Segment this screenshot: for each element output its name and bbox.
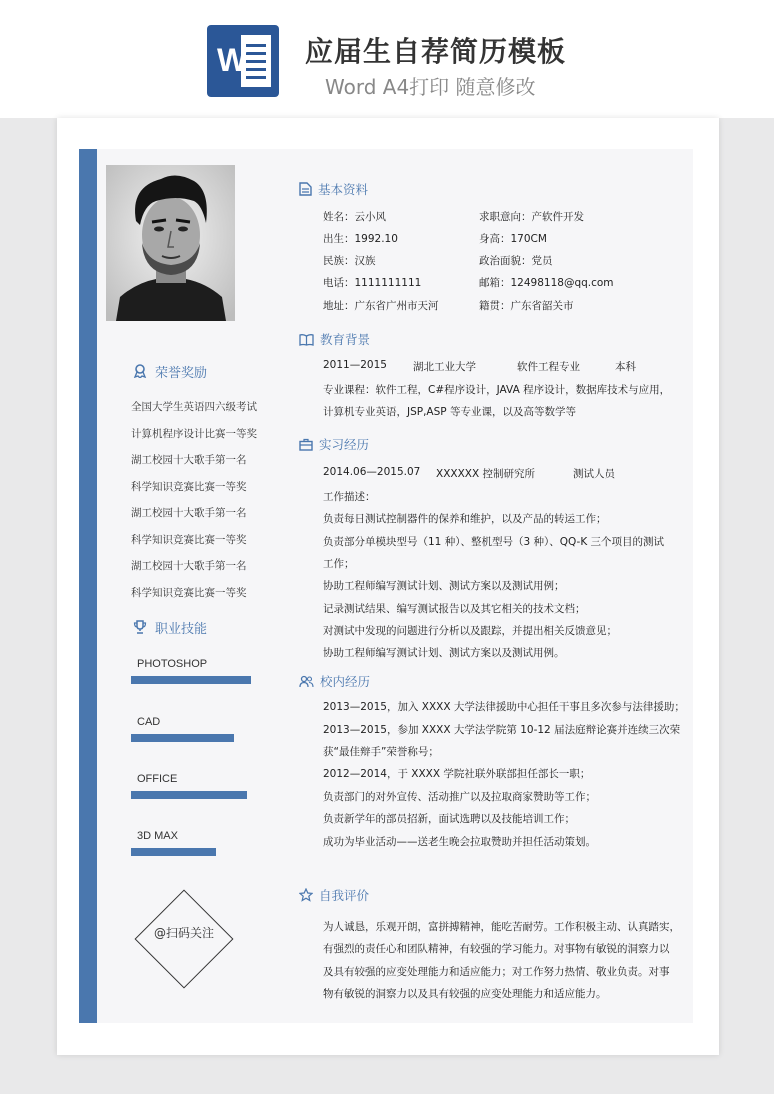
edu-school: 湖北工业大学: [413, 361, 476, 373]
document-icon: [299, 182, 312, 196]
award-item: 湖工校园十大歌手第一名: [131, 454, 247, 466]
resume-sheet: [79, 149, 693, 1023]
skill-name: 3D MAX: [137, 830, 178, 842]
edu-major: 软件工程专业: [517, 361, 580, 373]
campus-line: 负责部门的对外宣传、活动推广以及拉取商家赞助等工作；: [323, 791, 596, 803]
resume-page: [57, 118, 719, 1055]
award-item: 科学知识竞赛比赛一等奖: [131, 534, 247, 546]
people-icon: [299, 675, 314, 688]
edu-period: 2011—2015: [323, 359, 387, 371]
skill-name: PHOTOSHOP: [137, 658, 208, 670]
profile-photo: [106, 165, 235, 321]
award-item: 湖工校园十大歌手第一名: [131, 507, 247, 519]
skill-bar: [131, 791, 251, 799]
skill-name: CAD: [137, 716, 161, 728]
qr-label: @扫码关注: [153, 926, 214, 940]
education-heading: 教育背景: [299, 329, 370, 349]
campus-line: 负责新学年的部员招新，面试选聘以及技能培训工作；: [323, 813, 575, 825]
campus-line: 2012—2014，于 XXXX 学院社联外联部担任部长一职；: [323, 768, 591, 780]
template-banner: [0, 0, 774, 118]
awards-heading: 荣誉奖励: [133, 361, 207, 381]
intern-line: 工作描述：: [323, 491, 376, 503]
intern-role: 测试人员: [573, 468, 615, 480]
word-logo-icon: W: [207, 25, 279, 97]
award-item: 计算机程序设计比赛一等奖: [131, 428, 257, 440]
basic-address: 地址：广东省广州市天河: [323, 300, 439, 312]
intern-line: 记录测试结果、编写测试报告以及其它相关的技术文档；: [323, 603, 586, 615]
star-icon: [299, 888, 313, 902]
edu-line: 专业课程：软件工程，C#程序设计，JAVA 程序设计，数据库技术与应用，: [323, 384, 671, 396]
skills-heading: 职业技能: [133, 617, 207, 637]
intern-line: 协助工程师编写测试计划、测试方案以及测试用例。: [323, 647, 565, 659]
briefcase-icon: [299, 438, 313, 451]
campus-line: 2013—2015，加入 XXXX 大学法律援助中心担任干事且多次参与法律援助；: [323, 701, 685, 713]
award-item: 科学知识竞赛比赛一等奖: [131, 481, 247, 493]
basic-birth: 出生：1992.10: [323, 233, 398, 245]
skill-bar: [131, 848, 251, 856]
side-stripe: [79, 149, 97, 1023]
self-line: 及具有较强的应变处理能力和适应能力；对工作努力热情、敬业负责。对事: [323, 966, 670, 978]
basic-political: 政治面貌：党员: [479, 255, 553, 267]
campus-line: 获“最佳辩手”荣誉称号；: [323, 746, 439, 758]
award-item: 湖工校园十大歌手第一名: [131, 560, 247, 572]
intern-line: 工作；: [323, 558, 355, 570]
trophy-icon: [133, 620, 147, 634]
intern-line: 对测试中发现的问题进行分析以及跟踪，并提出相关反馈意见；: [323, 625, 617, 637]
intern-company: XXXXXX 控制研究所: [436, 468, 535, 480]
intern-period: 2014.06—2015.07: [323, 466, 421, 478]
skill-bar: [131, 676, 251, 684]
edu-degree: 本科: [615, 361, 636, 373]
award-item: 科学知识竞赛比赛一等奖: [131, 587, 247, 599]
book-icon: [299, 333, 314, 346]
skill-name: OFFICE: [137, 773, 178, 785]
intern-line: 负责部分单模块型号（11 种）、整机型号（3 种）、QQ-K 三个项目的测试: [323, 536, 665, 548]
award-item: 全国大学生英语四六级考试: [131, 401, 257, 413]
self-line: 为人诚恳，乐观开朗，富拼搏精神，能吃苦耐劳。工作积极主动、认真踏实，: [323, 921, 680, 933]
self-line: 物有敏锐的洞察力以及具有较强的应变处理能力和适应能力。: [323, 988, 607, 1000]
edu-line: 计算机专业英语，JSP,ASP 等专业课，以及高等数学等: [323, 406, 576, 418]
basic-objective: 求职意向：产软件开发: [479, 211, 584, 223]
basic-phone: 电话：1111111111: [323, 277, 422, 289]
skill-bar: [131, 734, 251, 742]
self-heading: 自我评价: [299, 885, 369, 905]
campus-line: 2013—2015，参加 XXXX 大学法学院第 10-12 届法庭辩论赛并连续三次荣: [323, 724, 681, 736]
basic-heading: 基本资料: [299, 179, 368, 199]
internship-heading: 实习经历: [299, 434, 369, 454]
intern-line: 负责每日测试控制器件的保养和维护，以及产品的转运工作；: [323, 513, 607, 525]
basic-email: 邮箱：12498118@qq.com: [479, 277, 614, 289]
banner-title: 应届生自荐简历模板: [305, 35, 567, 68]
banner-subtitle: Word A4打印 随意修改: [325, 75, 536, 99]
basic-hometown: 籍贯：广东省韶关市: [479, 300, 574, 312]
intern-line: 协助工程师编写测试计划、测试方案以及测试用例；: [323, 580, 565, 592]
campus-line: 成功为毕业活动——送老生晚会拉取赞助并担任活动策划。: [323, 836, 596, 848]
medal-icon: [133, 364, 147, 378]
campus-heading: 校内经历: [299, 671, 370, 691]
basic-name: 姓名：云小风: [323, 211, 386, 223]
basic-height: 身高：170CM: [479, 233, 547, 245]
basic-ethnicity: 民族：汉族: [323, 255, 376, 267]
self-line: 有强烈的责任心和团队精神，有较强的学习能力。对事物有敏锐的洞察力以: [323, 943, 670, 955]
